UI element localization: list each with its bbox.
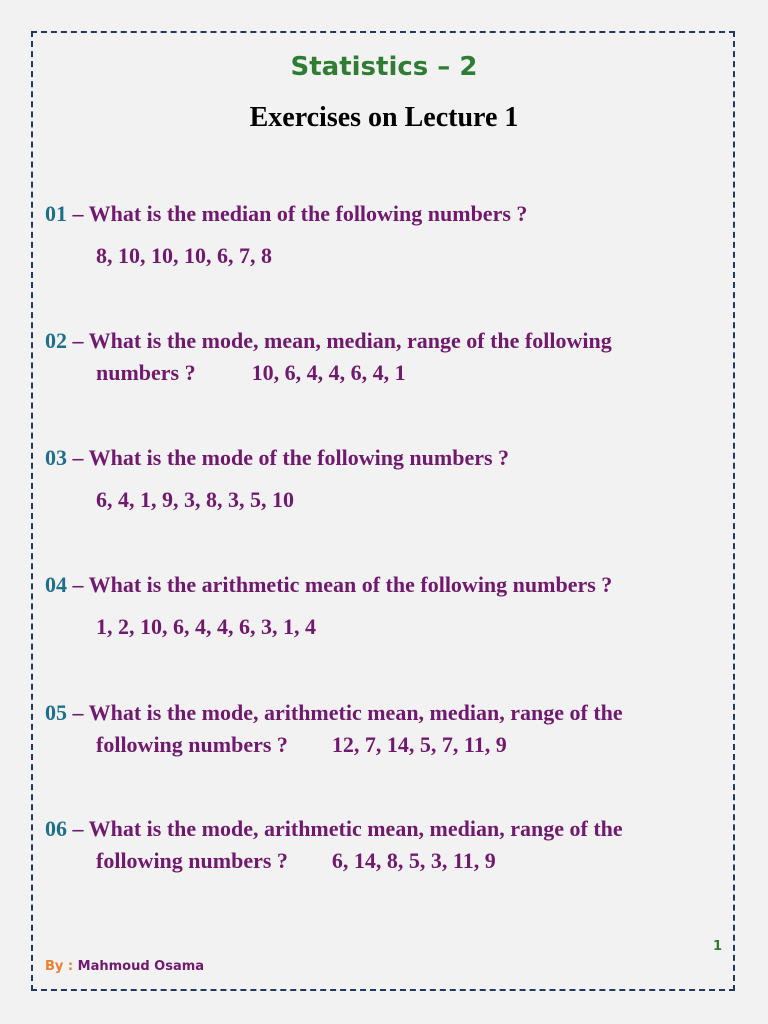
question-text: – What is the mode, mean, median, range of the following (67, 328, 612, 353)
document-title: Statistics – 2 (290, 52, 478, 82)
question-text: – What is the mode of the following numbers ? (67, 445, 510, 470)
question-03 (45, 442, 725, 516)
question-continuation: following numbers ? (96, 848, 288, 873)
question-number: 05 (45, 700, 67, 725)
page-number: 1 (713, 939, 723, 954)
question-01 (45, 198, 725, 272)
document-subtitle: Exercises on Lecture 1 (249, 102, 519, 133)
question-values: 8, 10, 10, 10, 6, 7, 8 (96, 243, 272, 268)
question-text: – What is the arithmetic mean of the following numbers ? (67, 572, 613, 597)
question-continuation-line (45, 729, 725, 761)
author-name: Mahmoud Osama (77, 959, 205, 974)
question-continuation: following numbers ? (96, 732, 288, 757)
question-number: 01 (45, 201, 67, 226)
question-number: 02 (45, 328, 67, 353)
question-text: – What is the median of the following numbers ? (67, 201, 528, 226)
question-values: 1, 2, 10, 6, 4, 4, 6, 3, 1, 4 (96, 614, 316, 639)
question-values: 6, 14, 8, 5, 3, 11, 9 (331, 848, 496, 873)
question-06 (45, 813, 725, 877)
question-number: 06 (45, 816, 67, 841)
question-values: 12, 7, 14, 5, 7, 11, 9 (331, 732, 507, 757)
question-05 (45, 697, 725, 761)
question-number: 03 (45, 445, 67, 470)
question-continuation: numbers ? (96, 360, 196, 385)
question-04 (45, 569, 725, 643)
question-values: 10, 6, 4, 4, 6, 4, 1 (251, 360, 406, 385)
question-text: – What is the mode, arithmetic mean, median, range of the (67, 700, 623, 725)
footer-author (45, 959, 204, 974)
question-02 (45, 325, 725, 389)
question-values: 6, 4, 1, 9, 3, 8, 3, 5, 10 (96, 487, 294, 512)
by-label: By : (45, 959, 78, 974)
question-continuation-line (45, 357, 725, 389)
question-number: 04 (45, 572, 67, 597)
question-text: – What is the mode, arithmetic mean, median, range of the (67, 816, 623, 841)
question-continuation-line (45, 845, 725, 877)
